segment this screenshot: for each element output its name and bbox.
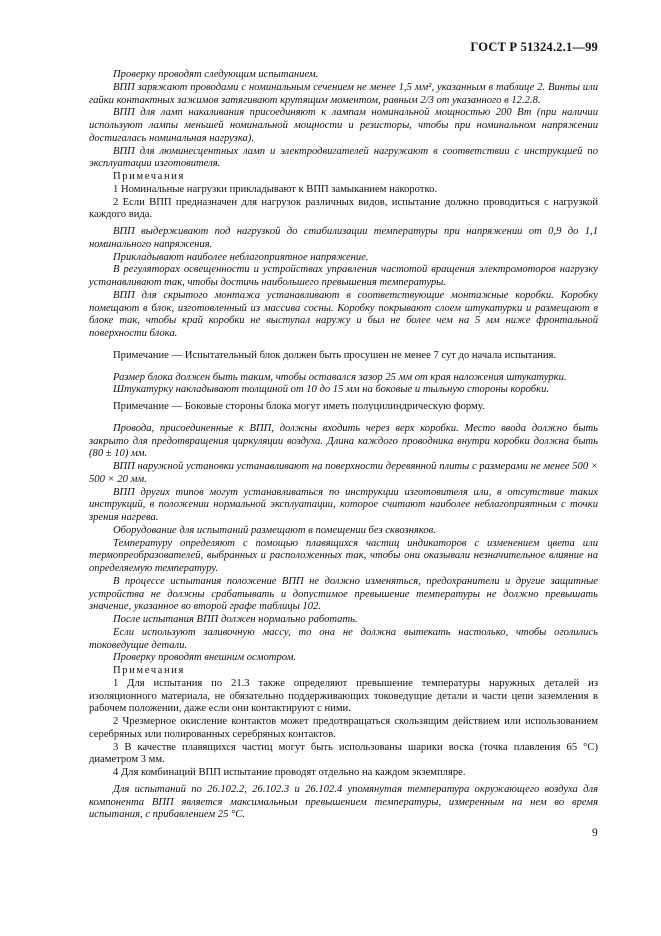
paragraph: Размер блока должен быть таким, чтобы оставался зазор 25 мм от края наложения штукатурки. — [113, 371, 567, 383]
paragraph: ВПП выдерживают под нагрузкой до стабилизации температуры при напряжении от 0,9 до 1,1 номинального напряжения. — [89, 226, 598, 250]
paragraph: Штукатурку накладывают толщиной от 10 до 15 мм на боковые и тыльную стороны коробки. — [113, 384, 550, 396]
paragraph: Провода, присоединенные к ВПП, должны входить через верх коробки. Место ввода должно быть закрыто для предотвращения циркуляции воздуха. Длина каждого проводника внутри коробки должна быть (80 ± 10) мм. — [89, 422, 598, 460]
paragraph: ВПП для ламп накаливания присоединяют к лампам номинальной мощностью 200 Вт (при наличии используют лампы меньшей номинальной мощности и резисторы, чтобы при номинальном напряжении достигалась номинальная нагрузка). — [89, 107, 598, 144]
note-item: 4 Для комбинаций ВПП испытание проводят отдельно на каждом экземпляре. — [113, 767, 466, 778]
paragraph: В регуляторах освещенности и устройствах управления частотой вращения электромоторов нагрузку устанавливают так, чтобы достичь наибольшего превышения температуры. — [89, 264, 598, 288]
paragraph: Проверку проводят внешним осмотром. — [113, 652, 297, 664]
paragraph: ВПП для люминесцентных ламп и электродвигателей нагружают в соответствии с инструкцией по эксплуатации изготовителя. — [89, 145, 598, 170]
note-item: 1 Для испытания по 21.3 также определяют превышение температуры наружных деталей из изоляционного материала, не обязательно поддерживающих токоведущие детали и части цепи заземления в рабочем положении, даже если они контактируют с ними. — [89, 677, 598, 715]
notes-heading: Примечания — [113, 665, 185, 676]
paragraph: ВПП наружной установки устанавливают на поверхности деревянной плиты с размерами не менее 500 × 500 × 20 мм. — [89, 461, 598, 485]
paragraph: В процессе испытания положение ВПП не должно изменяться, предохранители и другие защитные устройства не должны срабатывать и допустимое превышение температуры не должно превышать значение, указанное во второй графе таблицы 102. — [89, 575, 598, 613]
paragraph: Оборудование для испытаний размещают в помещении без сквозняков. — [113, 524, 436, 536]
paragraph: Прикладывают наиболее неблагоприятное напряжение. — [113, 251, 369, 263]
note-single: Примечание — Испытательный блок должен быть просушен не менее 7 сут до начала испытания. — [113, 349, 557, 361]
paragraph: Температуру определяют с помощью плавящихся частиц индикаторов с изменением цвета или термопреобразователей, выбранных и расположенных так, чтобы они оказывали незначительное влияние на определяемую температуру. — [89, 537, 598, 574]
paragraph: ВПП для скрытого монтажа устанавливают в соответствующие монтажные коробки. Коробку помещают в блок, изготовленный из массива сосны. Коробку покрывают слоем штукатурки и размещают в блоке так, чтобы край коробки не выступал наружу и был не более чем на 5 мм ниже фронтальной поверхности блока. — [89, 289, 598, 339]
note-single: Примечание — Боковые стороны блока могут иметь полуцилиндрическую форму. — [113, 401, 485, 412]
document-body — [89, 69, 598, 822]
paragraph: Если используют заливочную массу, то она не должна вытекать настолько, чтобы оголились токоведущие детали. — [89, 626, 598, 651]
paragraph: ВПП заряжают проводами с номинальным сечением не менее 1,5 мм², указанным в таблице 2. Винты или гайки контактных зажимов затягивают крутящим моментом, равным 2/3 от указанного в 12.2.8. — [89, 81, 598, 106]
notes-heading: Примечания — [113, 171, 185, 182]
paragraph: ВПП других типов могут устанавливаться по инструкции изготовителя или, в отсутствие таких инструкций, в положении нормальной эксплуатации, которое считают наиболее неблагоприятным с точки зрения нагрева. — [89, 486, 598, 523]
page-number: 9 — [592, 827, 598, 839]
note-item: 1 Номинальные нагрузки прикладывают к ВПП замыканием накоротко. — [113, 183, 438, 195]
document-header-title: ГОСТ Р 51324.2.1—99 — [470, 40, 598, 54]
note-item: 2 Чрезмерное окисление контактов может предотвращаться скользящим действием или использованием серебряных или полированных серебряных контактов. — [89, 716, 598, 740]
paragraph: Проверку проводят следующим испытанием. — [113, 69, 319, 80]
paragraph: После испытания ВПП должен нормально работать. — [113, 614, 358, 625]
paragraph: Для испытаний по 26.102.2, 26.102.3 и 26.102.4 упомянутая температура окружающего воздуха для компонента ВПП является максимальным превышением температуры, измеренным на нем во время испытания, с прибавлением 25 °С. — [89, 783, 598, 821]
note-item: 3 В качестве плавящихся частиц могут быть использованы шарики воска (точка плавления 65 °С) диаметром 3 мм. — [89, 741, 598, 766]
note-item: 2 Если ВПП предназначен для нагрузок различных видов, испытание должно проводиться с нагрузкой каждого вида. — [89, 196, 598, 221]
